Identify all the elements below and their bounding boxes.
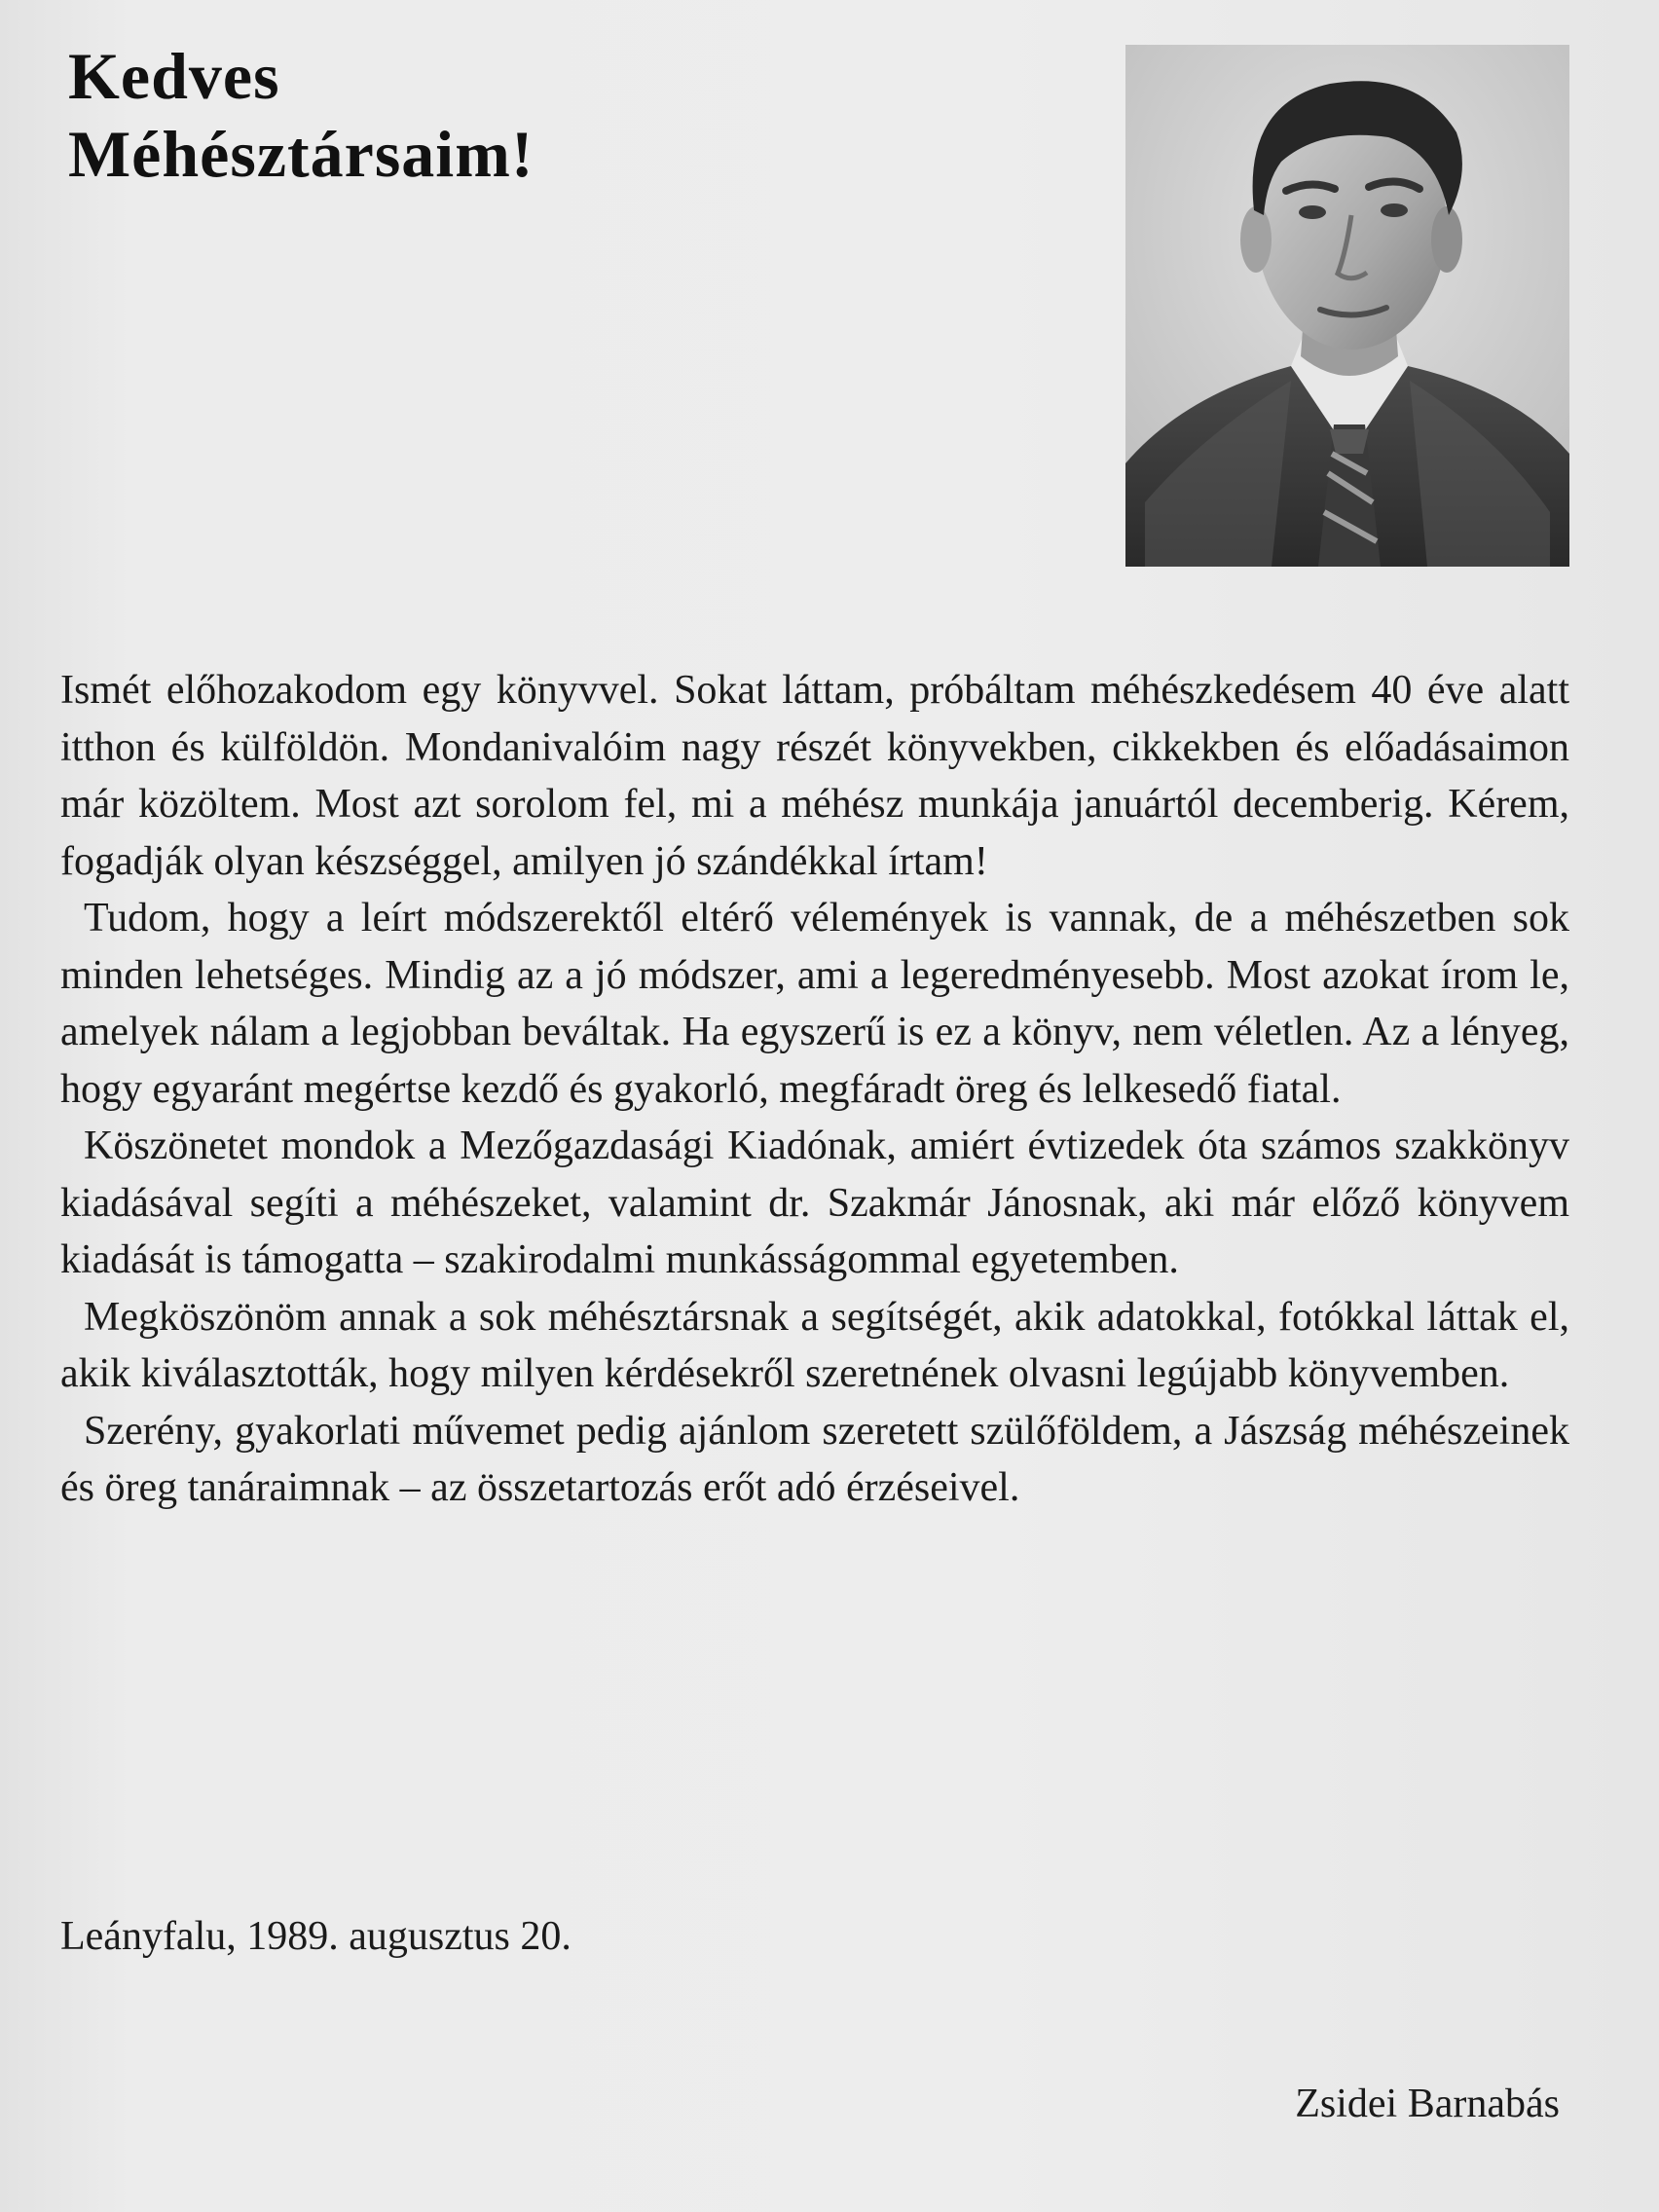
page-heading <box>68 37 534 193</box>
paragraph-3: Köszönetet mondok a Mezőgazdasági Kiadónak, amiért évtizedek óta számos szakkönyv kiadásával segíti a méhészeket, valamint dr. Szakmár Jánosnak, aki már előző könyvem kiadását is támogatta – szakirodalmi munkásságommal egyetemben. <box>60 1124 1569 1282</box>
heading-line-1: Kedves <box>68 39 280 113</box>
author-signature: Zsidei Barnabás <box>1295 2082 1560 2126</box>
paragraph-4: Megköszönöm annak a sok méhésztársnak a segítségét, akik adatokkal, fotókkal láttak el, akik kiválasztották, hogy milyen kérdésekről szeretnének olvasni legújabb könyvemben. <box>60 1294 1569 1396</box>
paragraph-1: Ismét előhozakodom egy könyvvel. Sokat láttam, próbáltam méhészkedésem 40 éve alatt itthon és külföldön. Mondanivalóim nagy részét könyvekben, cikkekben és előadásaimon már közöltem. Most azt sorolom fel, mi a méhész munkája januártól decemberig. Kérem, fogadják olyan készséggel, amilyen jó szándékkal írtam! <box>60 668 1569 884</box>
paragraph-2: Tudom, hogy a leírt módszerektől eltérő vélemények is vannak, de a méhészetben sok minden lehetséges. Mindig az a jó módszer, ami a legeredményesebb. Most azokat írom le, amelyek nálam a legjobban beváltak. Ha egyszerű is ez a könyv, nem véletlen. Az a lényeg, hogy egyaránt megértse kezdő és gyakorló, megfáradt öreg és lelkesedő fiatal. <box>60 896 1569 1112</box>
foreword-text <box>60 662 1569 1517</box>
place-date: Leányfalu, 1989. augusztus 20. <box>60 1914 571 1959</box>
author-portrait-photo <box>1125 45 1569 567</box>
portrait-image <box>1125 45 1569 567</box>
heading-line-2: Méhésztársaim! <box>68 117 535 191</box>
paragraph-5: Szerény, gyakorlati művemet pedig ajánlom szeretett szülőföldem, a Jászság méhészeinek és öreg tanáraimnak – az összetartozás erőt adó érzéseivel. <box>60 1408 1569 1510</box>
